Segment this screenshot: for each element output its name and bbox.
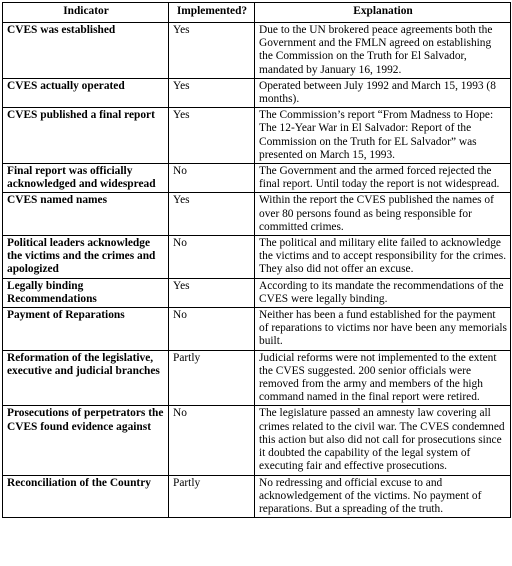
explanation-cell: No redressing and official excuse to and acknowledgement of the victims. No payment of reparations. But a spreading of the truth. <box>255 475 511 518</box>
indicator-cell: CVES named names <box>3 193 169 236</box>
explanation-cell: According to its mandate the recommendations of the CVES were legally binding. <box>255 278 511 307</box>
header-implemented: Implemented? <box>169 3 255 23</box>
implemented-cell: Yes <box>169 78 255 107</box>
header-explanation: Explanation <box>255 3 511 23</box>
explanation-cell: The Commission’s report “From Madness to Hope: The 12-Year War in El Salvador: Report of the Commission on the Truth for EL Salvador” was presented on March 15, 1993. <box>255 108 511 164</box>
implemented-cell: Yes <box>169 23 255 79</box>
explanation-cell: The Government and the armed forced rejected the final report. Until today the report is not widespread. <box>255 164 511 193</box>
table-row <box>3 350 511 406</box>
implemented-cell: Yes <box>169 278 255 307</box>
table-row <box>3 236 511 279</box>
table-row <box>3 78 511 107</box>
implemented-cell: Yes <box>169 193 255 236</box>
header-row <box>3 3 511 23</box>
table-row <box>3 475 511 518</box>
indicator-cell: CVES published a final report <box>3 108 169 164</box>
indicator-cell: Payment of Reparations <box>3 308 169 351</box>
implemented-cell: No <box>169 164 255 193</box>
table-row <box>3 406 511 475</box>
table-row <box>3 308 511 351</box>
indicator-cell: Legally binding Recommendations <box>3 278 169 307</box>
indicator-cell: Final report was officially acknowledged and widespread <box>3 164 169 193</box>
table-row <box>3 278 511 307</box>
explanation-cell: Neither has been a fund established for the payment of reparations to victims nor have been any memorials built. <box>255 308 511 351</box>
explanation-cell: Judicial reforms were not implemented to the extent the CVES suggested. 200 senior officials were removed from the army and members of the high command named in the final report were retired. <box>255 350 511 406</box>
implemented-cell: Yes <box>169 108 255 164</box>
table-row <box>3 108 511 164</box>
indicator-table <box>2 2 511 518</box>
indicator-cell: CVES was established <box>3 23 169 79</box>
table-row <box>3 23 511 79</box>
explanation-cell: The legislature passed an amnesty law covering all crimes related to the civil war. The CVES condemned this action but also did not call for prosecutions since it doubted the capability of the legal system of executing fair and effective prosecutions. <box>255 406 511 475</box>
implemented-cell: Partly <box>169 350 255 406</box>
table-row <box>3 193 511 236</box>
indicator-cell: Political leaders acknowledge the victims and the crimes and apologized <box>3 236 169 279</box>
explanation-cell: Operated between July 1992 and March 15, 1993 (8 months). <box>255 78 511 107</box>
indicator-cell: Reformation of the legislative, executive and judicial branches <box>3 350 169 406</box>
implemented-cell: Partly <box>169 475 255 518</box>
indicator-cell: Prosecutions of perpetrators the CVES found evidence against <box>3 406 169 475</box>
explanation-cell: Within the report the CVES published the names of over 80 persons found as being responsible for committed crimes. <box>255 193 511 236</box>
header-indicator: Indicator <box>3 3 169 23</box>
indicator-cell: CVES actually operated <box>3 78 169 107</box>
explanation-cell: Due to the UN brokered peace agreements both the Government and the FMLN agreed on establishing the Commission on the Truth for El Salvador, mandated by January 16, 1992. <box>255 23 511 79</box>
implemented-cell: No <box>169 406 255 475</box>
indicator-cell: Reconciliation of the Country <box>3 475 169 518</box>
explanation-cell: The political and military elite failed to acknowledge the victims and to accept responsibility for the crimes. They also did not offer an excuse. <box>255 236 511 279</box>
implemented-cell: No <box>169 308 255 351</box>
implemented-cell: No <box>169 236 255 279</box>
table-row <box>3 164 511 193</box>
document-page <box>2 2 511 518</box>
